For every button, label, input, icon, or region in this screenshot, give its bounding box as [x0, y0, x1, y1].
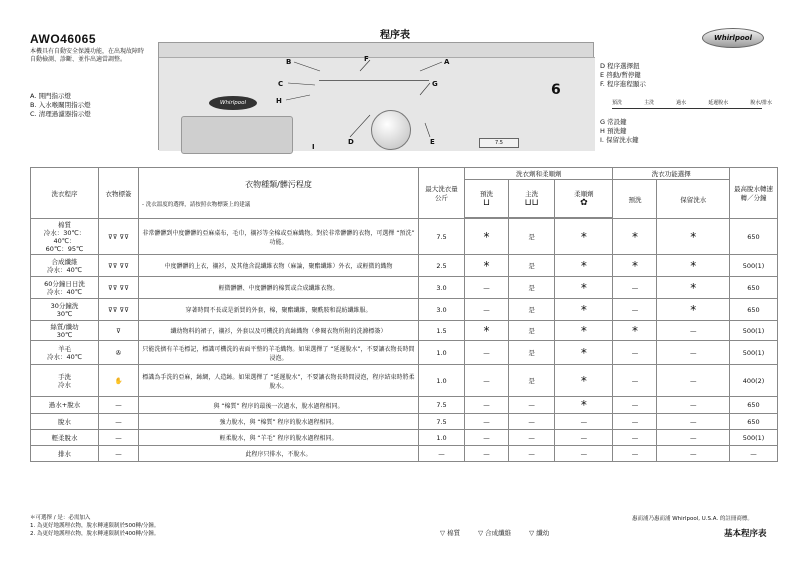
det-prewash-cell: —: [465, 365, 509, 397]
load-cell: 7.5: [419, 397, 465, 414]
det-softener-cell: *: [555, 365, 613, 397]
load-cell: 3.0: [419, 299, 465, 321]
opt-rinsehold-cell: —: [657, 397, 730, 414]
legend-item-d: D 程序選擇鈕: [600, 62, 640, 70]
program-table: [30, 167, 778, 462]
opt-rinsehold-cell: —: [657, 414, 730, 430]
callout-e: E: [430, 138, 435, 146]
opt-rinsehold-cell: —: [657, 321, 730, 341]
prog-cell: 輕柔脫水: [31, 430, 99, 446]
desc-cell: 中度髒髒的上衣，襯衫，及其他含混纖維衣物（麻論，聚酯纖維）外衣，或輕微的織物: [139, 255, 419, 277]
legend-item-a: A. 開門指示燈: [30, 92, 71, 100]
table-row: [31, 255, 778, 277]
detergent-drawer: [181, 116, 293, 154]
spin-cell: 650: [730, 397, 778, 414]
opt-prewash-cell: —: [613, 397, 657, 414]
care-label-icon: —: [99, 430, 139, 446]
det-prewash-cell: —: [465, 430, 509, 446]
desc-cell: 只能洗擠有羊毛標記，標識可機洗的表面平整的羊毛織物。如果選擇了 “延遲脫水”，不要讓衣物長時間浸泡。: [139, 341, 419, 365]
col-care: 衣物標簽: [99, 168, 139, 219]
load-cell: 2.5: [419, 255, 465, 277]
whirlpool-logo: Whirlpool: [702, 28, 764, 48]
panel-display: 7.5: [479, 138, 519, 148]
opt-rinsehold-cell: *: [657, 277, 730, 299]
desc-cell: 標識為手洗的亞麻，絲綢，人造絲。如果選擇了 “延遲脫水”，不要讓衣物長時間浸泡，程序結束時將柔脫水。: [139, 365, 419, 397]
step-delay-spin: 延遲脫水: [708, 100, 729, 106]
legend-item-g: G 常設鍵: [600, 118, 627, 126]
det-softener-cell: *: [555, 397, 613, 414]
symbol-legend: [440, 528, 549, 537]
col-program: 洗衣程序: [31, 168, 99, 219]
desc-cell: 非常髒髒到中度髒髒的亞麻桌布，毛巾，襯衫等全棉或亞麻織物。對於非常髒髒的衣物，可選擇 “預洗” 功能。: [139, 219, 419, 255]
care-label-icon: ⊽⊽ ⊽⊽: [99, 219, 139, 255]
desc-cell: 與 “棉質” 程序的最後一次過水，脫水過程相同。: [139, 397, 419, 414]
col-det-prewash: 預洗 ⊔: [465, 180, 509, 218]
step-prewash: 預洗: [612, 100, 623, 106]
table-row: [31, 365, 778, 397]
spin-cell: 650: [730, 299, 778, 321]
prog-cell: 棉質 冷水：30℃：40℃： 60℃：95℃: [31, 219, 99, 255]
prog-cell: 手洗 冷水: [31, 365, 99, 397]
col-options: 洗衣功能選擇: [613, 168, 730, 180]
load-cell: 1.0: [419, 430, 465, 446]
det-mainwash-cell: 是: [508, 277, 554, 299]
legend-left: [30, 92, 91, 119]
opt-prewash-cell: —: [613, 299, 657, 321]
spin-cell: 500(1): [730, 321, 778, 341]
prog-cell: 羊毛 冷水：40℃: [31, 341, 99, 365]
care-label-icon: —: [99, 446, 139, 462]
det-mainwash-cell: —: [508, 414, 554, 430]
legend-right-2: [600, 118, 639, 145]
col-type: 衣物種類/髒污程度 - 洗衣溫度的選擇，請按照衣物標簽上的建議: [139, 168, 419, 219]
col-detergent: 洗衣劑和柔順劑: [465, 168, 613, 180]
det-softener-cell: —: [555, 446, 613, 462]
opt-prewash-cell: —: [613, 341, 657, 365]
table-row: [31, 397, 778, 414]
legend-item-i: I. 保留洗水鍵: [600, 136, 639, 144]
care-label-icon: ⊽⊽ ⊽⊽: [99, 255, 139, 277]
opt-rinsehold-cell: *: [657, 255, 730, 277]
col-det-softener: 柔順劑 ✿: [555, 180, 613, 218]
col-opt-prewash: 預洗: [613, 180, 657, 219]
callout-c: C: [278, 80, 284, 88]
legend-right: [600, 62, 646, 89]
spin-cell: 500(1): [730, 430, 778, 446]
col-maxload: 最大洗衣量 公斤: [419, 168, 465, 219]
care-label-icon: ✋: [99, 365, 139, 397]
desc-cell: 強力脫水，與 “棉質” 程序的脫水過程相同。: [139, 414, 419, 430]
trademark-note: 惠而浦乃惠而浦 Whirlpool, U.S.A. 的註冊商標。: [632, 516, 753, 522]
step-spin-drain: 脫水/排水: [750, 100, 772, 106]
det-mainwash-cell: 是: [508, 219, 554, 255]
tub-icon: ▽: [440, 529, 445, 537]
det-softener-cell: *: [555, 255, 613, 277]
opt-prewash-cell: *: [613, 219, 657, 255]
legend-item-h: H 預洗鍵: [600, 127, 627, 135]
care-label-icon: ⊽: [99, 321, 139, 341]
symbol-cotton: ▽ 棉質: [440, 529, 461, 537]
spin-cell: 650: [730, 414, 778, 430]
det-prewash-cell: —: [465, 341, 509, 365]
opt-rinsehold-cell: —: [657, 341, 730, 365]
det-prewash-cell: —: [465, 446, 509, 462]
tub-icon: ▽: [478, 529, 484, 537]
det-mainwash-cell: —: [508, 446, 554, 462]
footnotes: [30, 514, 159, 538]
intro-text: 本機具有自動安全保護功能，在出現故障時自動檢測、診斷、並作出適當調整。: [30, 48, 145, 63]
det-softener-cell: *: [555, 321, 613, 341]
det-mainwash-cell: 是: [508, 341, 554, 365]
desc-cell: 纖幼物料的裙子，襯衫，外套以及可機洗的真絲織物（參閱衣物所附的洗滌標簽）: [139, 321, 419, 341]
det-prewash-cell: —: [465, 277, 509, 299]
table-row: [31, 430, 778, 446]
page-title: 程序表: [380, 30, 410, 41]
col-det-mainwash: 主洗 ⊔⊔: [508, 180, 554, 218]
col-maxspin: 最高脫水轉速 轉／分鐘: [730, 168, 778, 219]
care-label-icon: ⊽⊽ ⊽⊽: [99, 299, 139, 321]
load-cell: —: [419, 446, 465, 462]
opt-rinsehold-cell: *: [657, 299, 730, 321]
det-prewash-cell: *: [465, 219, 509, 255]
desc-cell: 穿著時間不長或是新買的外套，棉，聚酯纖維，聚酰胺和混紡纖維服。: [139, 299, 419, 321]
det-mainwash-cell: —: [508, 397, 554, 414]
footnote-2: 2. 為更好地護理衣物，脫水轉速限制於400轉/分鐘。: [30, 531, 160, 537]
callout-i: I: [312, 143, 315, 151]
opt-prewash-cell: *: [613, 255, 657, 277]
opt-prewash-cell: —: [613, 446, 657, 462]
desc-cell: 輕柔脫水，與 “羊毛” 程序的脫水過程相同。: [139, 430, 419, 446]
prog-cell: 排水: [31, 446, 99, 462]
symbol-synthetic: ▽ 合成纖維: [478, 529, 512, 537]
det-mainwash-cell: —: [508, 430, 554, 446]
legend-item-f: F. 程序進程顯示: [600, 80, 646, 88]
det-softener-cell: —: [555, 414, 613, 430]
prog-cell: 過水+脫水: [31, 397, 99, 414]
opt-rinsehold-cell: —: [657, 446, 730, 462]
opt-prewash-cell: *: [613, 321, 657, 341]
care-label-icon: ✇: [99, 341, 139, 365]
spin-cell: 400(2): [730, 365, 778, 397]
det-mainwash-cell: 是: [508, 255, 554, 277]
opt-prewash-cell: —: [613, 277, 657, 299]
panel-brand-logo: Whirlpool: [209, 96, 257, 110]
load-cell: 3.0: [419, 277, 465, 299]
step-mainwash: 主洗: [644, 100, 655, 106]
load-cell: 1.0: [419, 365, 465, 397]
det-prewash-cell: *: [465, 255, 509, 277]
footnote-legend: ＊可選擇 / 是：必需加入: [30, 515, 91, 521]
desc-cell: 輕微髒髒、中度髒髒的棉質或合成纖維衣物。: [139, 277, 419, 299]
model-number: AWO46065: [30, 32, 97, 46]
det-mainwash-cell: 是: [508, 365, 554, 397]
opt-rinsehold-cell: —: [657, 430, 730, 446]
spin-cell: 650: [730, 219, 778, 255]
basic-program-table-label: 基本程序表: [724, 529, 767, 539]
det-prewash-cell: *: [465, 321, 509, 341]
care-label-icon: —: [99, 397, 139, 414]
table-row: [31, 299, 778, 321]
table-row: [31, 414, 778, 430]
care-label-icon: ⊽⊽ ⊽⊽: [99, 277, 139, 299]
load-cell: 7.5: [419, 219, 465, 255]
sixth-sense-badge: 6: [551, 82, 561, 98]
load-cell: 7.5: [419, 414, 465, 430]
opt-rinsehold-cell: —: [657, 365, 730, 397]
det-softener-cell: *: [555, 277, 613, 299]
care-label-icon: —: [99, 414, 139, 430]
det-mainwash-cell: 是: [508, 321, 554, 341]
legend-item-b: B. 入水喉關閉指示燈: [30, 101, 91, 109]
det-prewash-cell: —: [465, 397, 509, 414]
tub-icon: ▽: [529, 529, 535, 537]
footnote-1: 1. 為更好地護理衣物，脫水轉速限制於500轉/分鐘。: [30, 523, 160, 529]
prog-cell: 合成纖維 冷水：40℃: [31, 255, 99, 277]
load-cell: 1.5: [419, 321, 465, 341]
spin-cell: 500(1): [730, 341, 778, 365]
table-row: [31, 219, 778, 255]
det-prewash-cell: —: [465, 299, 509, 321]
step-rinse: 過水: [676, 100, 687, 106]
prog-cell: 脫水: [31, 414, 99, 430]
callout-g: G: [432, 80, 438, 88]
prog-cell: 30分鐘洗 30℃: [31, 299, 99, 321]
callout-d: D: [348, 138, 354, 146]
table-row: [31, 277, 778, 299]
det-softener-cell: *: [555, 219, 613, 255]
progress-steps-line: [612, 108, 762, 109]
spin-cell: 650: [730, 277, 778, 299]
det-softener-cell: *: [555, 299, 613, 321]
spin-cell: 500(1): [730, 255, 778, 277]
opt-rinsehold-cell: *: [657, 219, 730, 255]
progress-steps: [612, 99, 772, 106]
callout-lines: [280, 55, 460, 145]
det-mainwash-cell: 是: [508, 299, 554, 321]
det-softener-cell: *: [555, 341, 613, 365]
legend-item-c: C. 清理過濾器指示燈: [30, 110, 91, 118]
det-prewash-cell: —: [465, 414, 509, 430]
callout-a: A: [444, 58, 450, 66]
table-row: [31, 321, 778, 341]
load-cell: 1.0: [419, 341, 465, 365]
callout-f: F: [364, 55, 369, 63]
det-softener-cell: —: [555, 430, 613, 446]
opt-prewash-cell: —: [613, 430, 657, 446]
spin-cell: —: [730, 446, 778, 462]
prog-cell: 60分鐘日日洗 冷水：40℃: [31, 277, 99, 299]
callout-h: H: [276, 97, 282, 105]
table-row: [31, 446, 778, 462]
desc-cell: 此程序只排水，不脫水。: [139, 446, 419, 462]
callout-b: B: [286, 58, 292, 66]
prog-cell: 絲質/纖幼 30℃: [31, 321, 99, 341]
legend-item-e: E 啓動/暫停鍵: [600, 71, 641, 79]
col-opt-rinsehold: 保留洗水: [657, 180, 730, 219]
opt-prewash-cell: —: [613, 414, 657, 430]
table-row: [31, 341, 778, 365]
symbol-delicate: ▽ 纖幼: [529, 529, 550, 537]
opt-prewash-cell: —: [613, 365, 657, 397]
